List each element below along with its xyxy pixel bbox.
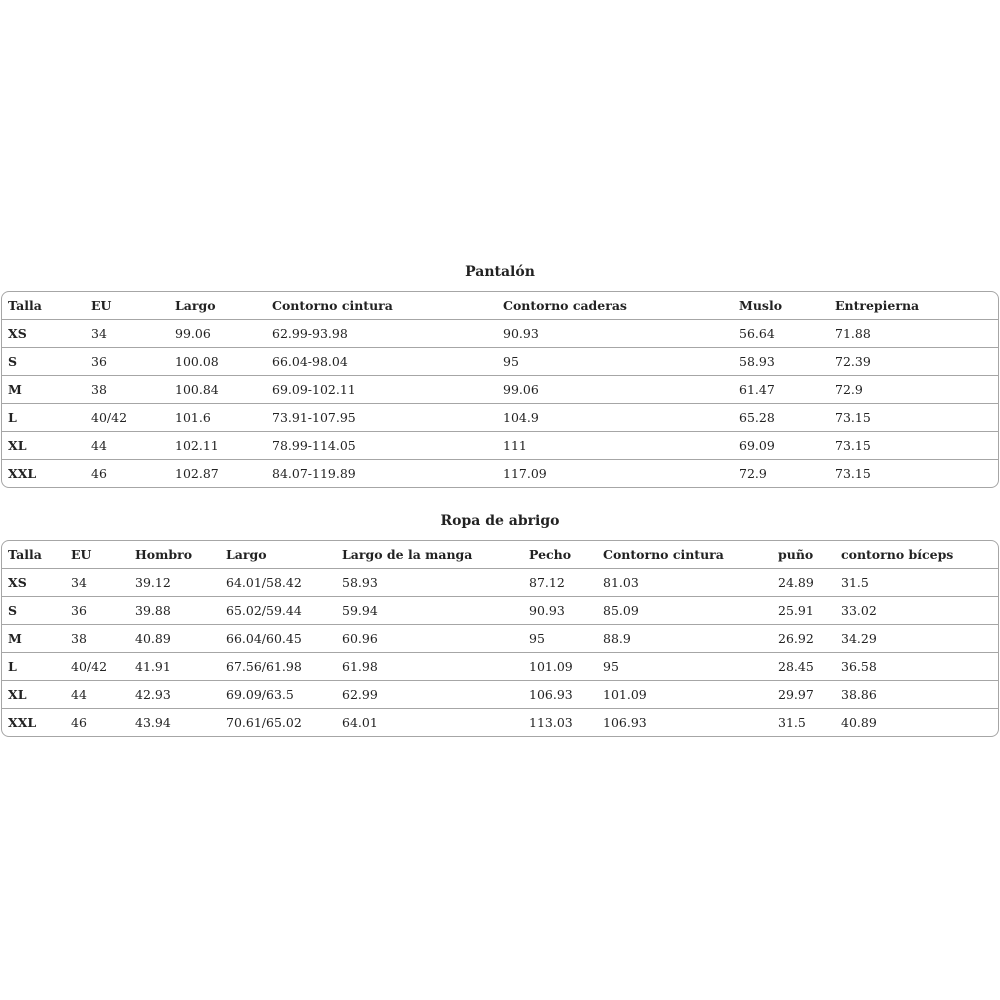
table-cell: 66.04/60.45 [220, 625, 336, 653]
table-cell: 73.15 [829, 404, 998, 432]
table-cell: 101.6 [169, 404, 266, 432]
abrigo-header-cell: Largo de la manga [342, 547, 473, 562]
table-cell: 95 [597, 653, 772, 681]
pantalon-header-cell: Muslo [739, 298, 783, 313]
table-cell: 100.08 [169, 348, 266, 376]
table-cell: 60.96 [336, 625, 523, 653]
table-cell: 44 [65, 681, 129, 709]
table-cell: 61.98 [336, 653, 523, 681]
abrigo-header-cell: Pecho [529, 547, 572, 562]
abrigo-header-cell: EU [71, 547, 92, 562]
table-cell: 25.91 [772, 597, 835, 625]
pantalon-header-row [2, 292, 998, 320]
table-cell: 72.9 [733, 460, 829, 488]
table-cell: 29.97 [772, 681, 835, 709]
table-cell: 34 [65, 569, 129, 597]
pantalon-header-cell: Entrepierna [835, 298, 920, 313]
table-cell: 34 [85, 320, 169, 348]
pantalon-size-table [1, 291, 999, 488]
table-cell: 69.09 [733, 432, 829, 460]
table-cell: 62.99 [336, 681, 523, 709]
abrigo-table-body [2, 569, 998, 737]
size-label: XL [2, 432, 85, 460]
size-label: M [2, 625, 65, 653]
table-cell: 85.09 [597, 597, 772, 625]
table-cell: 111 [497, 432, 733, 460]
table-cell: 40/42 [85, 404, 169, 432]
table-cell: 102.87 [169, 460, 266, 488]
abrigo-header-cell: contorno bíceps [841, 547, 954, 562]
size-label: XL [2, 681, 65, 709]
table-cell: 40.89 [835, 709, 998, 737]
size-label: M [2, 376, 85, 404]
size-label: XS [2, 569, 65, 597]
size-label: S [2, 348, 85, 376]
table-row [2, 348, 998, 376]
size-label: XXL [2, 709, 65, 737]
table-cell: 61.47 [733, 376, 829, 404]
pantalon-header-cell: EU [91, 298, 112, 313]
pantalon-header-cell: Contorno caderas [503, 298, 627, 313]
table-cell: 40.89 [129, 625, 220, 653]
pantalon-table [2, 292, 998, 487]
table-cell: 69.09/63.5 [220, 681, 336, 709]
table-cell: 64.01/58.42 [220, 569, 336, 597]
table-cell: 44 [85, 432, 169, 460]
table-cell: 38.86 [835, 681, 998, 709]
abrigo-header-row [2, 541, 998, 569]
table-row [2, 460, 998, 488]
table-cell: 70.61/65.02 [220, 709, 336, 737]
table-cell: 87.12 [523, 569, 597, 597]
size-label: L [2, 404, 85, 432]
pantalon-title: Pantalón [465, 264, 535, 280]
table-row [2, 709, 998, 737]
table-cell: 31.5 [772, 709, 835, 737]
table-cell: 72.39 [829, 348, 998, 376]
table-cell: 56.64 [733, 320, 829, 348]
abrigo-header-cell: puño [778, 547, 814, 562]
size-label: XS [2, 320, 85, 348]
table-cell: 39.88 [129, 597, 220, 625]
table-cell: 117.09 [497, 460, 733, 488]
size-label: S [2, 597, 65, 625]
table-cell: 95 [497, 348, 733, 376]
table-cell: 43.94 [129, 709, 220, 737]
size-label: XXL [2, 460, 85, 488]
table-cell: 38 [65, 625, 129, 653]
abrigo-header-cell: Hombro [135, 547, 193, 562]
table-cell: 33.02 [835, 597, 998, 625]
table-cell: 31.5 [835, 569, 998, 597]
table-cell: 101.09 [523, 653, 597, 681]
table-cell: 42.93 [129, 681, 220, 709]
table-cell: 71.88 [829, 320, 998, 348]
table-row [2, 320, 998, 348]
table-row [2, 569, 998, 597]
table-cell: 65.02/59.44 [220, 597, 336, 625]
table-cell: 102.11 [169, 432, 266, 460]
table-cell: 88.9 [597, 625, 772, 653]
table-cell: 36 [65, 597, 129, 625]
pantalon-table-body [2, 320, 998, 488]
table-cell: 46 [65, 709, 129, 737]
table-cell: 73.91-107.95 [266, 404, 497, 432]
table-cell: 113.03 [523, 709, 597, 737]
pantalon-header-cell: Talla [8, 298, 42, 313]
table-row [2, 376, 998, 404]
table-row [2, 597, 998, 625]
table-cell: 64.01 [336, 709, 523, 737]
table-cell: 34.29 [835, 625, 998, 653]
table-cell: 67.56/61.98 [220, 653, 336, 681]
table-cell: 81.03 [597, 569, 772, 597]
table-cell: 40/42 [65, 653, 129, 681]
abrigo-header-cell: Largo [226, 547, 267, 562]
table-cell: 106.93 [523, 681, 597, 709]
table-cell: 36.58 [835, 653, 998, 681]
size-label: L [2, 653, 65, 681]
pantalon-header-cell: Contorno cintura [272, 298, 393, 313]
table-cell: 101.09 [597, 681, 772, 709]
table-row [2, 404, 998, 432]
table-cell: 59.94 [336, 597, 523, 625]
table-cell: 39.12 [129, 569, 220, 597]
table-cell: 26.92 [772, 625, 835, 653]
abrigo-header-cell: Talla [8, 547, 42, 562]
abrigo-header-cell: Contorno cintura [603, 547, 724, 562]
table-cell: 36 [85, 348, 169, 376]
abrigo-table [2, 541, 998, 736]
table-cell: 58.93 [336, 569, 523, 597]
table-cell: 90.93 [523, 597, 597, 625]
abrigo-title: Ropa de abrigo [440, 513, 560, 529]
table-cell: 73.15 [829, 432, 998, 460]
table-cell: 58.93 [733, 348, 829, 376]
table-cell: 72.9 [829, 376, 998, 404]
pantalon-header-cell: Largo [175, 298, 216, 313]
table-cell: 38 [85, 376, 169, 404]
table-cell: 90.93 [497, 320, 733, 348]
table-row [2, 681, 998, 709]
table-row [2, 625, 998, 653]
table-cell: 46 [85, 460, 169, 488]
table-cell: 104.9 [497, 404, 733, 432]
table-cell: 73.15 [829, 460, 998, 488]
table-cell: 78.99-114.05 [266, 432, 497, 460]
table-cell: 99.06 [169, 320, 266, 348]
table-cell: 84.07-119.89 [266, 460, 497, 488]
table-row [2, 432, 998, 460]
table-cell: 106.93 [597, 709, 772, 737]
table-cell: 62.99-93.98 [266, 320, 497, 348]
table-cell: 24.89 [772, 569, 835, 597]
table-cell: 99.06 [497, 376, 733, 404]
table-cell: 28.45 [772, 653, 835, 681]
table-row [2, 653, 998, 681]
table-cell: 41.91 [129, 653, 220, 681]
table-cell: 65.28 [733, 404, 829, 432]
abrigo-size-table [1, 540, 999, 737]
table-cell: 100.84 [169, 376, 266, 404]
table-cell: 66.04-98.04 [266, 348, 497, 376]
table-cell: 95 [523, 625, 597, 653]
table-cell: 69.09-102.11 [266, 376, 497, 404]
